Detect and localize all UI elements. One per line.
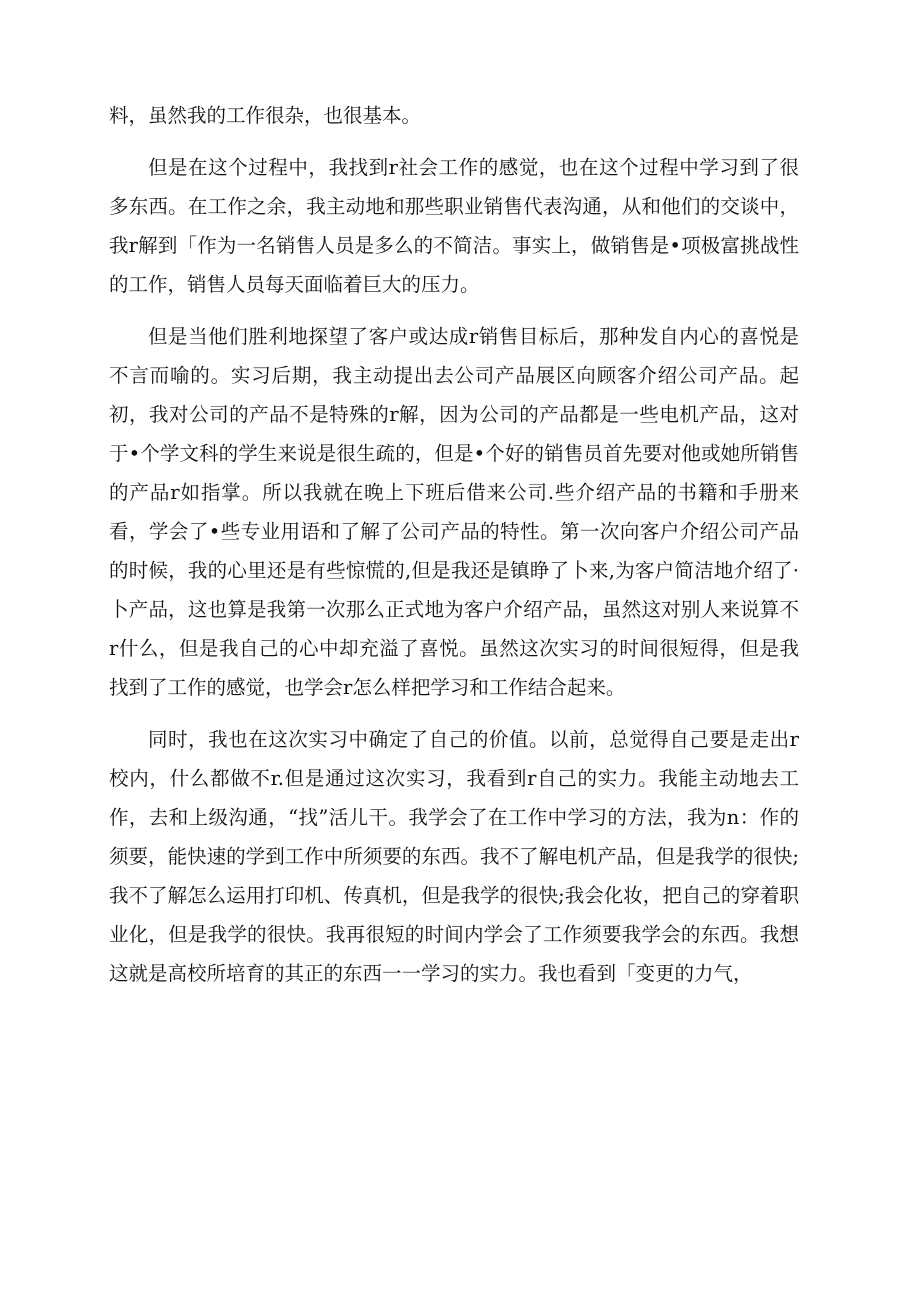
- paragraph-2: 但是在这个过程中，我找到r社会工作的感觉，也在这个过程中学习到了很多东西。在工作之余，我主动地和那些职业销售代表沟通，从和他们的交谈中，我r解到「作为一名销售人员是多么的不简洁。事实上，做销售是•项极富挑战性的工作，销售人员每天面临着巨大的压力。: [109, 156, 799, 296]
- paragraph-3: 但是当他们胜利地探望了客户或达成r销售目标后，那种发自内心的喜悦是不言而喻的。实习后期，我主动提出去公司产品展区向顾客介绍公司产品。起初，我对公司的产品不是特殊的r解，因为公司的产品都是一些电机产品，这对于•个学文科的学生来说是很生疏的，但是•个好的销售员首先要对他或她所销售的产品r如指掌。所以我就在晚上下班后借来公司.些介绍产品的书籍和手册来看，学会了•些专业用语和了解了公司产品的特性。第一次向客户介绍公司产品的时候，我的心里还是有些惊慌的,但是我还是镇睁了卜来,为客户简洁地介绍了·卜产品，这也算是我第一次那么正式地为客户介绍产品，虽然这对别人来说算不r什么，但是我自己的心中却充溢了喜悦。虽然这次实习的时间很短得，但是我找到了工作的感觉，也学会r怎么样把学习和工作结合起来。: [109, 325, 799, 699]
- paragraph-4: 同时，我也在这次实习中确定了自己的价值。以前，总觉得自己要是走出r校内，什么都做不r.但是通过这次实习，我看到r自己的实力。我能主动地去工作，去和上级沟通，“找”活儿干。我学会了在工作中学习的方法，我为n：作的须要，能快速的学到工作中所须要的东西。我不了解电机产品，但是我学的很快;我不了解怎么运用打印机、传真机，但是我学的很快;我会化妆，把自己的穿着职业化，但是我学的很快。我再很短的时间内学会了工作须要我学会的东西。我想这就是高校所培育的其正的东西一一学习的实力。我也看到「变更的力气，: [109, 728, 799, 985]
- paragraph-1: 料，虽然我的工作很杂，也很基本。: [109, 104, 422, 127]
- document-body: [109, 96, 799, 993]
